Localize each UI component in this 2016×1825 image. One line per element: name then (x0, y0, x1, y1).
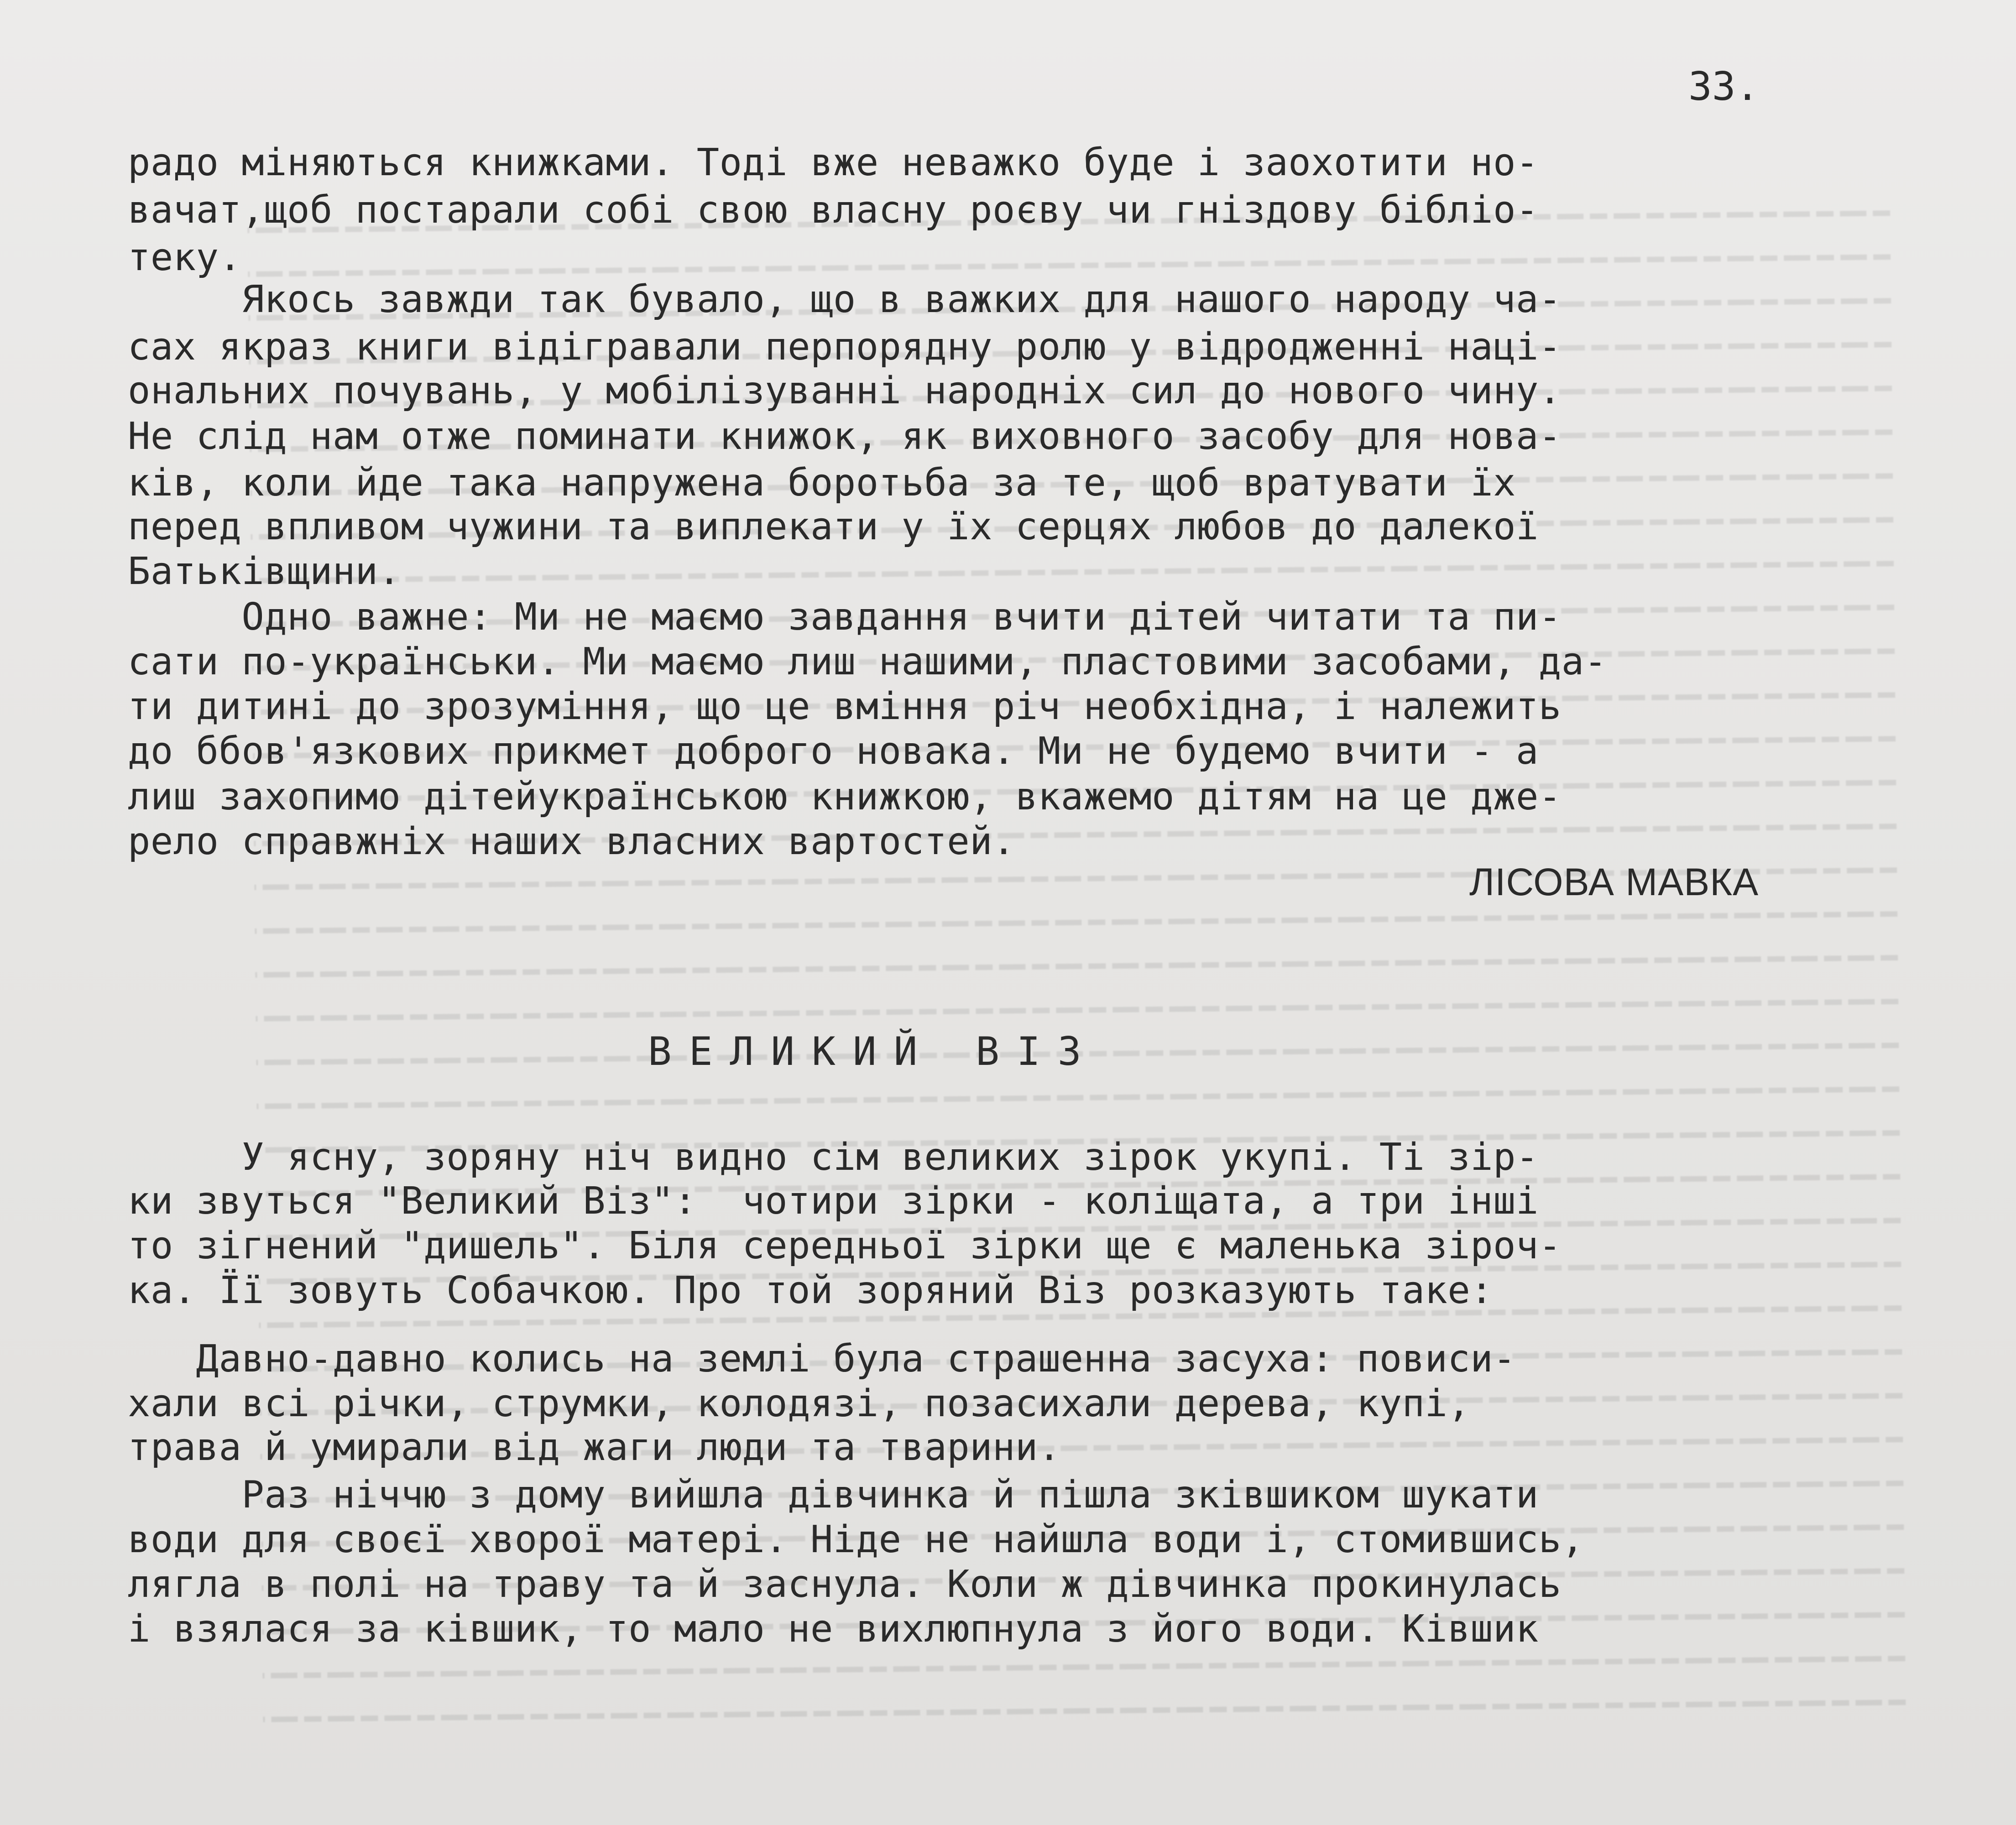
text-line: води для своєї хворої матері. Ніде не найшла води і, стомившись, (128, 1518, 1584, 1561)
text-line: рело справжніх наших власних вартостей. (128, 820, 1015, 863)
text-line: то зігнений "дишель". Біля середньої зірки ще є маленька зіроч- (128, 1224, 1562, 1267)
text-line: сах якраз книги відігравали перпорядну ролю у відродженні наці- (128, 325, 1562, 369)
text-line: ти дитині до зрозуміння, що це вміння річ необхідна, і належить (128, 685, 1562, 728)
text-line: лягла в полі на траву та й заснула. Коли ж дівчинка прокинулась (128, 1563, 1562, 1606)
text-line: сати по-українськи. Ми маємо лиш нашими, пластовими засобами, да- (128, 640, 1607, 683)
text-line: ків, коли йде така напружена боротьба за те, щоб вратувати їх (128, 461, 1516, 505)
text-line: перед впливом чужини та виплекати у їх серцях любов до далекої (128, 505, 1539, 548)
text-line: ка. Її зовуть Собачкою. Про той зоряний Віз розказують таке: (128, 1269, 1494, 1312)
text-line: ональних почувань, у мобілізуванні народніх сил до нового чину. (128, 369, 1562, 412)
text-line: Раз ніччю з дому вийшла дівчинка й пішла зківшиком шукати (128, 1473, 1539, 1517)
page-number: 33. (1688, 64, 1760, 110)
text-line: до ббов'язкових прикмет доброго новака. Ми не будемо вчити - а (128, 730, 1539, 773)
text-line: Якось завжди так бувало, що в важких для нашого народу ча- (128, 278, 1562, 321)
text-line: лиш захопимо дітейукраїнською книжкою, вкажемо дітям на це дже- (128, 775, 1562, 819)
text-line: Не слід нам отже поминати книжок, як виховного засобу для нова- (128, 415, 1562, 458)
text-line: Одно важне: Ми не маємо завдання вчити дітей читати та пи- (128, 595, 1562, 639)
text-line: вачат,щоб постарали собі свою власну роєву чи гніздову бібліо- (128, 188, 1539, 232)
text-line: Батьківщини. (128, 550, 401, 593)
text-line: і взялася за ківшик, то мало не вихлюпнула з його води. Ківшик (128, 1607, 1539, 1651)
text-line: радо міняються книжками. Тоді вже неважко буде і заохотити но- (128, 141, 1539, 184)
text-line: трава й умирали від жаги люди та тварини. (128, 1426, 1061, 1469)
section-heading: ВЕЛИКИЙ ВІЗ (648, 1029, 1099, 1074)
text-line: У ясну, зоряну ніч видно сім великих зірок укупі. Ті зір- (128, 1136, 1539, 1179)
text-line: хали всі річки, струмки, колодязі, позасихали дерева, купі, (128, 1382, 1471, 1425)
author-signature: ЛІСОВА МАВКА (1469, 860, 1759, 903)
text-line: ки звуться "Великий Віз": чотири зірки - коліщата, а три інші (128, 1179, 1539, 1223)
text-line: теку. (128, 236, 242, 279)
text-line: Давно-давно колись на землі була страшенна засуха: повиси- (128, 1337, 1516, 1381)
